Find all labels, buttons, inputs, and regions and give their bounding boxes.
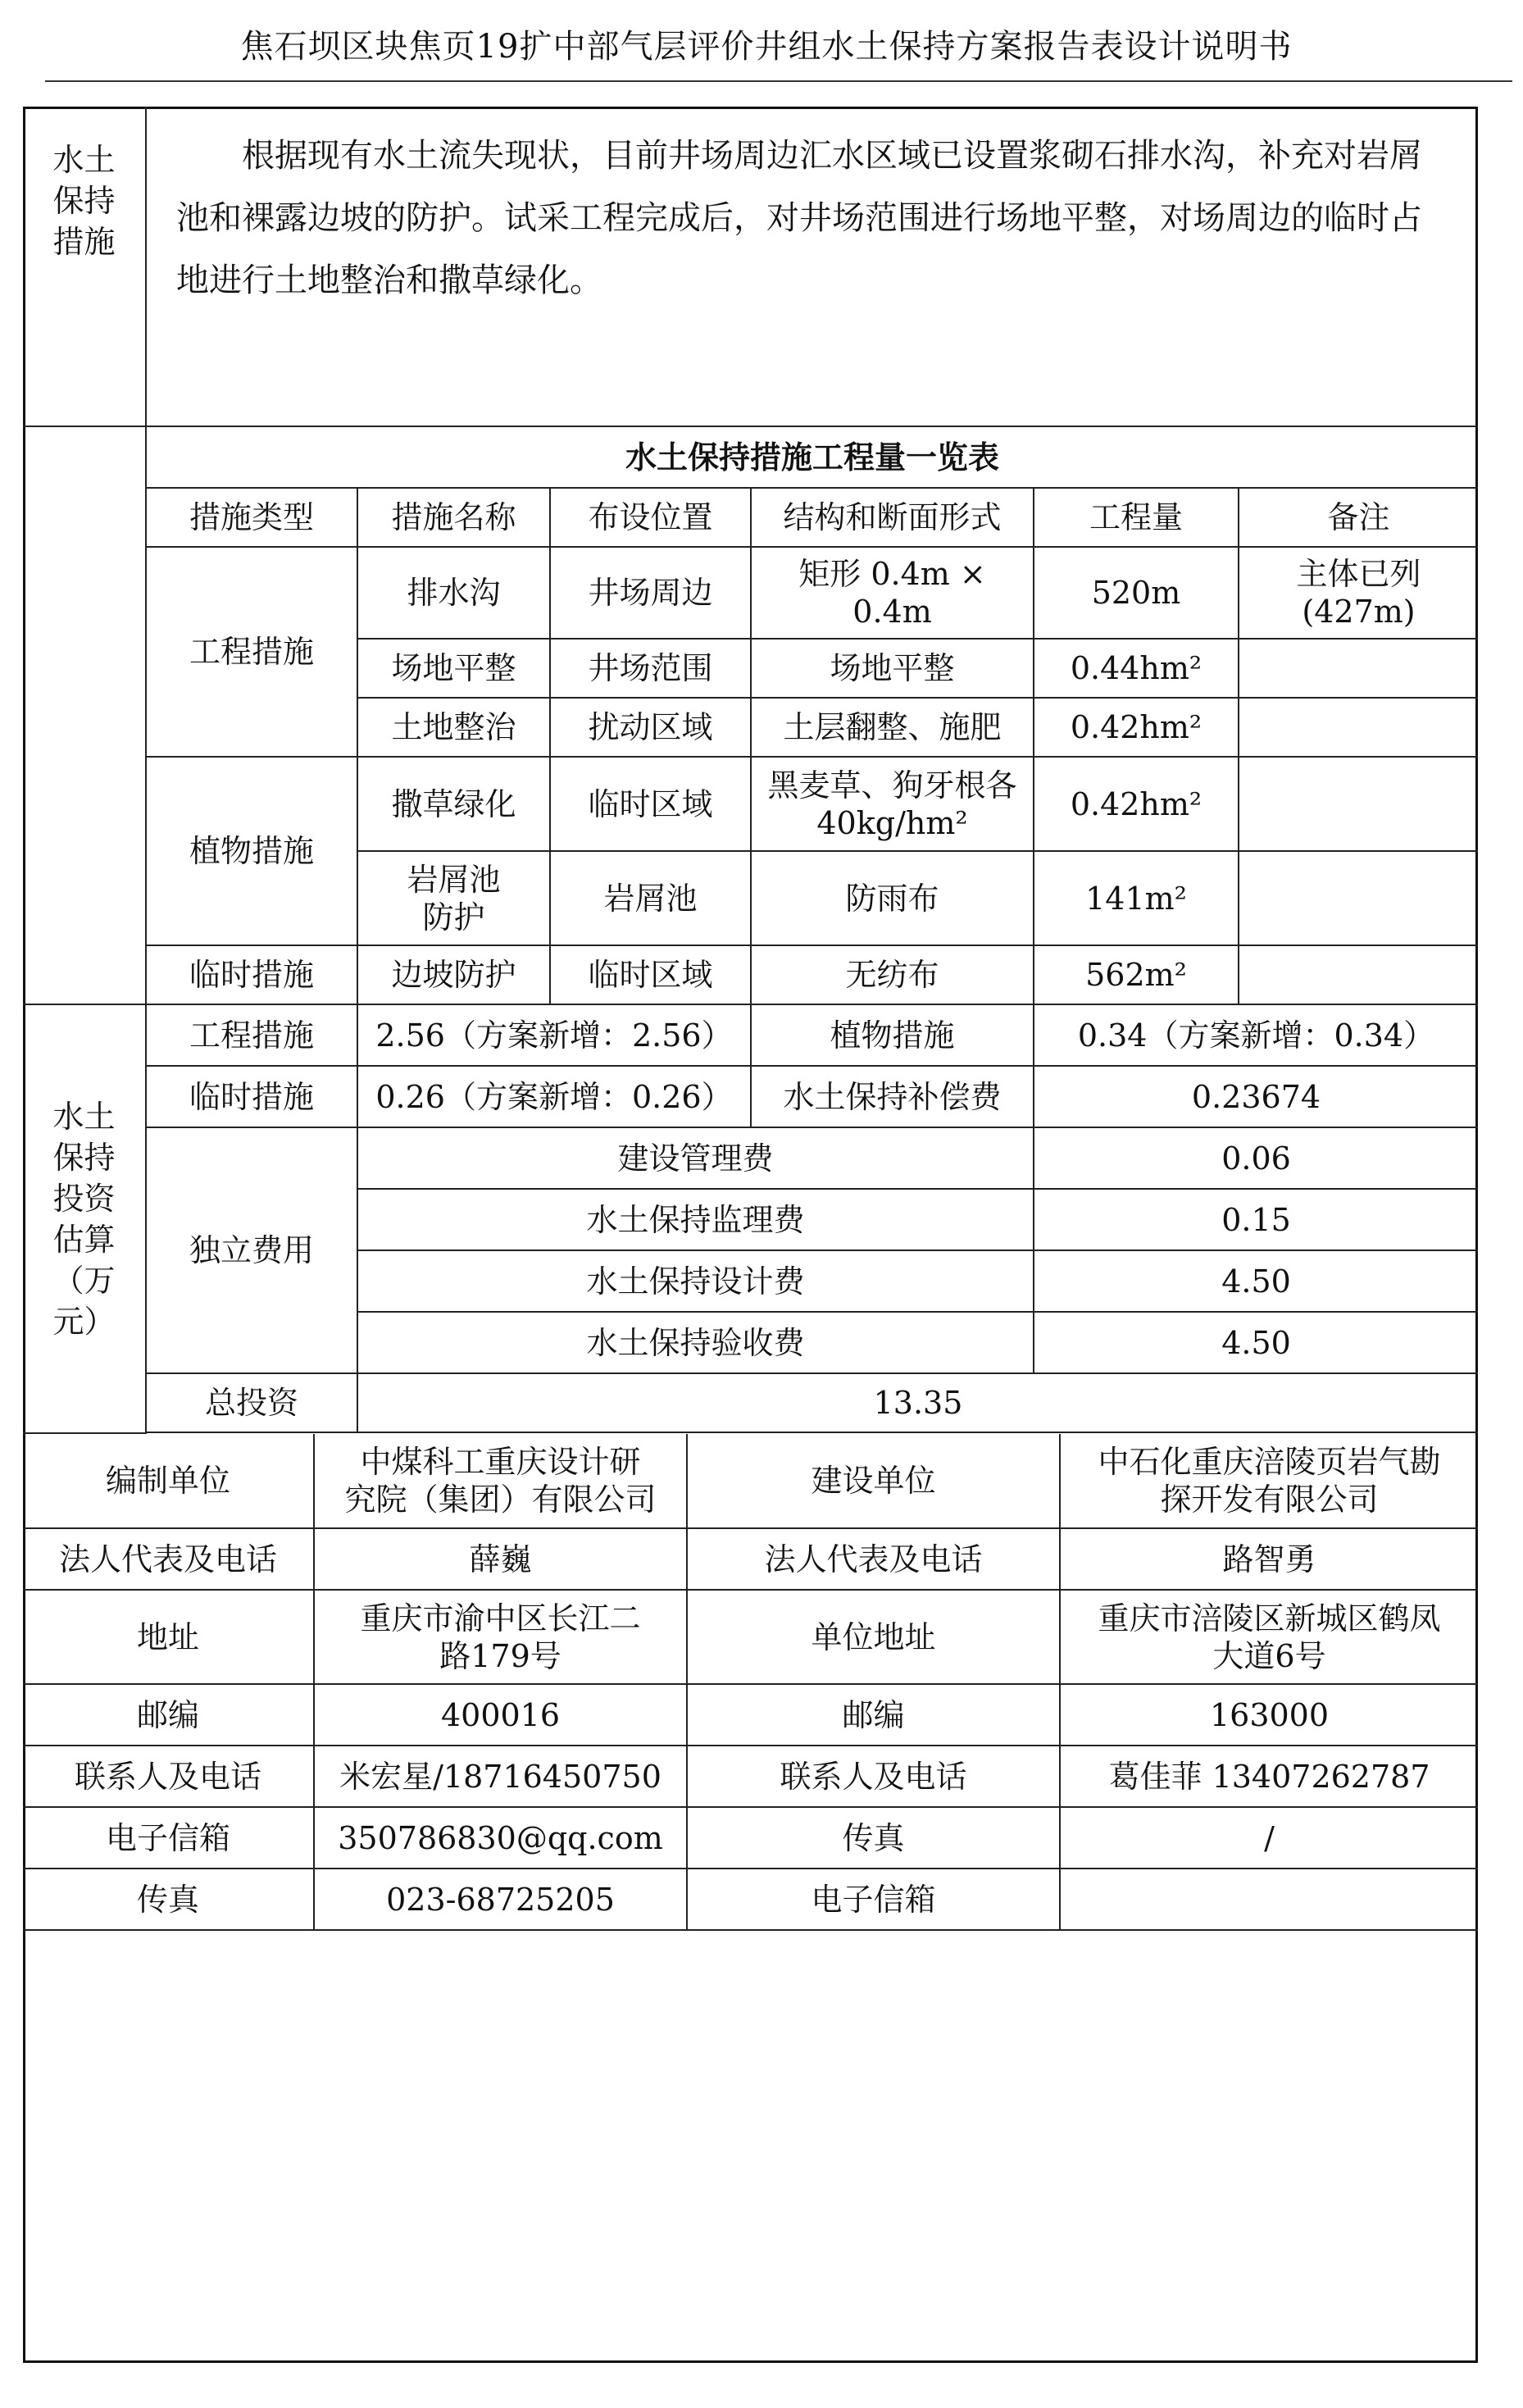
investment-label: 水土 保持 投资 估算 （万 元）: [23, 1004, 146, 1433]
contact-value: 重庆市渝中区长江二 路179号: [314, 1590, 687, 1684]
invest-plant-value: 0.34（方案新增：0.34）: [1034, 1004, 1478, 1066]
compiler-label: 编制单位: [23, 1434, 314, 1528]
independent-item-name: 水土保持验收费: [357, 1312, 1034, 1373]
contact-value: 400016: [314, 1684, 687, 1746]
measure-location: 井场周边: [550, 547, 751, 639]
measure-amount: 0.42hm²: [1034, 757, 1239, 851]
contact-value: 米宏星/18716450750: [314, 1746, 687, 1807]
independent-item-value: 0.06: [1034, 1127, 1478, 1189]
invest-total-label: 总投资: [146, 1373, 357, 1432]
measure-note: 主体已列 (427m): [1239, 547, 1478, 639]
independent-item-name: 水土保持设计费: [357, 1250, 1034, 1312]
measure-note: [1239, 698, 1478, 757]
builder-label: 建设单位: [687, 1434, 1060, 1528]
invest-engineering-label: 工程措施: [146, 1004, 357, 1066]
measure-form: 黑麦草、狗牙根各 40kg/hm²: [751, 757, 1034, 851]
invest-compensation-label: 水土保持补偿费: [751, 1066, 1034, 1127]
contact-value: 350786830@qq.com: [314, 1807, 687, 1869]
independent-item-value: 4.50: [1034, 1312, 1478, 1373]
builder-value: 中石化重庆涪陵页岩气勘 探开发有限公司: [1060, 1434, 1478, 1528]
measures-spacer: [23, 757, 146, 851]
contact-label: 传真: [23, 1869, 314, 1930]
measures-label: 水土 保持 措施: [23, 107, 146, 426]
invest-temporary-label: 临时措施: [146, 1066, 357, 1127]
col-header-name: 措施名称: [357, 488, 550, 547]
contact-label: 传真: [687, 1807, 1060, 1869]
measure-form: 矩形 0.4m × 0.4m: [751, 547, 1034, 639]
contact-value: 路智勇: [1060, 1528, 1478, 1590]
invest-plant-label: 植物措施: [751, 1004, 1034, 1066]
independent-item-name: 建设管理费: [357, 1127, 1034, 1189]
measure-location: 井场范围: [550, 639, 751, 698]
measure-name: 边坡防护: [357, 945, 550, 1004]
measures-spacer: [23, 488, 146, 547]
measures-spacer: [23, 639, 146, 698]
measure-note: [1239, 639, 1478, 698]
contact-label: 地址: [23, 1590, 314, 1684]
invest-independent-label: 独立费用: [146, 1127, 357, 1373]
invest-total-value: 13.35: [357, 1373, 1478, 1432]
invest-compensation-value: 0.23674: [1034, 1066, 1478, 1127]
measure-location: 扰动区域: [550, 698, 751, 757]
measure-location: 岩屑池: [550, 851, 751, 945]
measure-name: 撒草绿化: [357, 757, 550, 851]
contact-value: 023-68725205: [314, 1869, 687, 1930]
measures-spacer: [23, 426, 146, 488]
contact-value: /: [1060, 1807, 1478, 1869]
compiler-value: 中煤科工重庆设计研 究院（集团）有限公司: [314, 1434, 687, 1528]
measure-amount: 141m²: [1034, 851, 1239, 945]
measure-location: 临时区域: [550, 757, 751, 851]
contact-label: 联系人及电话: [687, 1746, 1060, 1807]
contacts-table: [23, 1434, 1478, 1931]
contact-label: 邮编: [23, 1684, 314, 1746]
measure-amount: 0.44hm²: [1034, 639, 1239, 698]
independent-item-value: 0.15: [1034, 1189, 1478, 1250]
measures-spacer: [23, 851, 146, 945]
contact-label: 电子信箱: [687, 1869, 1060, 1930]
contact-label: 法人代表及电话: [23, 1528, 314, 1590]
contact-label: 法人代表及电话: [687, 1528, 1060, 1590]
measure-amount: 562m²: [1034, 945, 1239, 1004]
measure-form: 土层翻整、施肥: [751, 698, 1034, 757]
contact-value: 163000: [1060, 1684, 1478, 1746]
report-table: [23, 107, 1478, 1434]
contact-value: 葛佳菲 13407262787: [1060, 1746, 1478, 1807]
contact-label: 电子信箱: [23, 1807, 314, 1869]
measure-amount: 520m: [1034, 547, 1239, 639]
document-header: 焦石坝区块焦页19扩中部气层评价井组水土保持方案报告表设计说明书: [240, 28, 1293, 66]
col-header-amount: 工程量: [1034, 488, 1239, 547]
quantities-caption: 水土保持措施工程量一览表: [146, 426, 1478, 488]
measure-note: [1239, 945, 1478, 1004]
measure-type: 临时措施: [146, 945, 357, 1004]
col-header-location: 布设位置: [550, 488, 751, 547]
measure-note: [1239, 757, 1478, 851]
contact-value: 薛巍: [314, 1528, 687, 1590]
measure-name: 土地整治: [357, 698, 550, 757]
measure-name: 场地平整: [357, 639, 550, 698]
measures-spacer: [23, 945, 146, 1004]
measure-form: 无纺布: [751, 945, 1034, 1004]
measure-type: 植物措施: [146, 757, 357, 945]
measure-form: 场地平整: [751, 639, 1034, 698]
invest-temporary-value: 0.26（方案新增：0.26）: [357, 1066, 751, 1127]
measure-form: 防雨布: [751, 851, 1034, 945]
contact-value: [1060, 1869, 1478, 1930]
measures-spacer: [23, 547, 146, 639]
header-rule: [45, 80, 1512, 82]
measure-location: 临时区域: [550, 945, 751, 1004]
independent-item-name: 水土保持监理费: [357, 1189, 1034, 1250]
form-body: [23, 107, 1478, 1931]
col-header-form: 结构和断面形式: [751, 488, 1034, 547]
contact-label: 邮编: [687, 1684, 1060, 1746]
measures-text: 根据现有水土流失现状，目前井场周边汇水区域已设置浆砌石排水沟，补充对岩屑池和裸露边坡的防护。试采工程完成后，对井场范围进行场地平整，对场周边的临时占地进行土地整治和撒草绿化。: [146, 107, 1478, 426]
measure-name: 岩屑池 防护: [357, 851, 550, 945]
contact-value: 重庆市涪陵区新城区鹤凤 大道6号: [1060, 1590, 1478, 1684]
measures-spacer: [23, 698, 146, 757]
contact-label: 单位地址: [687, 1590, 1060, 1684]
measure-amount: 0.42hm²: [1034, 698, 1239, 757]
contact-label: 联系人及电话: [23, 1746, 314, 1807]
measure-name: 排水沟: [357, 547, 550, 639]
col-header-note: 备注: [1239, 488, 1478, 547]
invest-engineering-value: 2.56（方案新增：2.56）: [357, 1004, 751, 1066]
col-header-type: 措施类型: [146, 488, 357, 547]
independent-item-value: 4.50: [1034, 1250, 1478, 1312]
measure-type: 工程措施: [146, 547, 357, 757]
measure-note: [1239, 851, 1478, 945]
